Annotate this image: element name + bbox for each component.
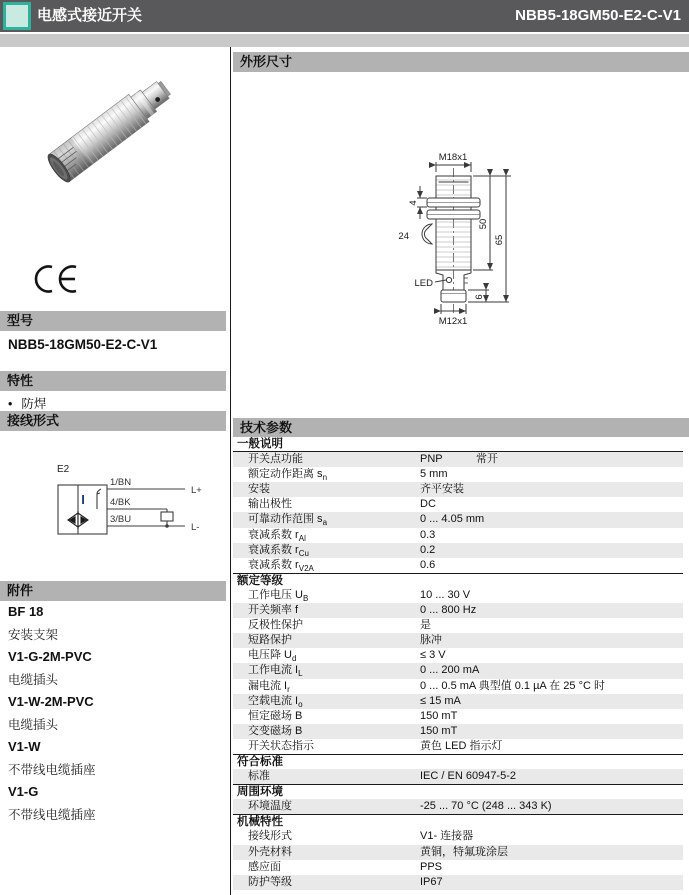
tech-section-header: 周围环境 — [233, 784, 683, 799]
tech-row-label: 感应面 — [248, 860, 281, 873]
tech-row — [233, 694, 683, 709]
brand-square-icon — [3, 2, 31, 30]
tech-row — [233, 799, 683, 814]
section-bar-features: 特性 — [0, 371, 226, 391]
dim-nut-label: 4 — [408, 200, 419, 206]
features-list — [8, 394, 46, 412]
tech-row — [233, 558, 683, 573]
tech-row — [233, 829, 683, 844]
tech-row-value: PPS — [420, 860, 443, 873]
tech-row — [233, 739, 683, 754]
tech-row — [233, 512, 683, 527]
tech-row-label: 环境温度 — [248, 800, 292, 813]
lplus-label: L+ — [191, 485, 202, 496]
section-bar-accessories: 附件 — [0, 581, 226, 601]
dimension-drawing — [233, 72, 689, 418]
column-divider — [230, 47, 231, 895]
tech-row-label: 空载电流 $I_o$ — [248, 694, 303, 709]
tech-table-body — [233, 437, 683, 890]
feature-item: • 防焊 — [8, 394, 46, 412]
tech-row-label: 开关频率 f — [248, 604, 299, 617]
tech-row-value: 脉冲 — [420, 634, 442, 647]
tech-section-header: 额定等级 — [233, 573, 683, 588]
tech-row-label: 交变磁场 B — [248, 724, 303, 737]
dim-total-length-label: 65 — [494, 234, 505, 246]
tech-row-label: 可靠动作范围 $s_a$ — [248, 513, 328, 528]
tech-row-value: 5 mm — [420, 468, 448, 481]
tech-row-value: DC — [420, 498, 436, 511]
accessory-model: V1-G — [8, 784, 39, 799]
tech-row — [233, 679, 683, 694]
dim-led-label: LED — [414, 278, 433, 289]
tech-row-label: 电压降 $U_d$ — [248, 649, 297, 664]
tech-row-value: ≤ 3 V — [420, 649, 446, 662]
dim-thread-top-label: M18x1 — [438, 152, 468, 163]
lminus-label: L- — [191, 522, 200, 533]
tech-row-label: 外壳材料 — [248, 845, 292, 858]
tech-row-value: V1- 连接器 — [420, 830, 474, 843]
tech-row-label: 衰减系数 $r_{V2A}$ — [248, 558, 314, 573]
tech-row-label: 额定动作距离 $s_n$ — [248, 468, 328, 483]
ce-mark-icon — [32, 264, 80, 294]
dim-connector-height-label: 6 — [474, 294, 485, 300]
tech-row-value: PNP 常开 — [420, 453, 498, 466]
tech-row-label: 工作电压 $U_B$ — [248, 588, 309, 604]
tech-row — [233, 648, 683, 663]
tech-row — [233, 452, 683, 467]
tech-row — [233, 860, 683, 875]
output-function-symbol: I — [81, 492, 85, 507]
wiring-diagram — [15, 442, 220, 584]
tech-row-value: 10 ... 30 V — [420, 588, 471, 601]
tech-row — [233, 633, 683, 648]
product-photo — [35, 66, 193, 198]
tech-row-label: 衰减系数 $r_{Cu}$ — [248, 543, 309, 558]
tech-row — [233, 709, 683, 724]
dim-body-length-label: 50 — [478, 218, 489, 230]
model-value: NBB5-18GM50-E2-C-V1 — [8, 337, 158, 352]
header-substrip — [0, 34, 689, 47]
accessory-model: V1-G-2M-PVC — [8, 649, 92, 664]
product-family-title: 电感式接近开关 — [37, 7, 143, 24]
tech-row-value: 齐平安装 — [420, 483, 464, 496]
tech-row-value: 0 ... 800 Hz — [420, 604, 477, 617]
tech-row-value: 0 ... 4.05 mm — [420, 513, 485, 526]
accessory-model: BF 18 — [8, 604, 44, 619]
tech-row — [233, 528, 683, 543]
accessory-desc: 不带线电缆插座 — [8, 807, 96, 822]
wire2-label: 4/BK — [110, 497, 131, 508]
tech-row-label: 工作电流 $I_L$ — [248, 664, 303, 679]
tech-row-label: 输出极性 — [248, 498, 292, 511]
tech-row — [233, 618, 683, 633]
tech-row-value: ≤ 15 mA — [420, 694, 461, 707]
tech-row-value: 150 mT — [420, 724, 458, 737]
tech-row-label: 恒定磁场 B — [248, 709, 303, 722]
wiring-diagram-label: E2 — [57, 464, 70, 475]
tech-row-value: 0 ... 0.5 mA 典型值 0.1 µA 在 25 °C 时 — [420, 679, 605, 692]
tech-row-label: 衰减系数 $r_{Al}$ — [248, 528, 306, 543]
tech-row-value: 0 ... 200 mA — [420, 664, 480, 677]
section-bar-dimensions: 外形尺寸 — [233, 52, 689, 72]
accessory-desc: 电缆插头 — [8, 672, 59, 687]
tech-row — [233, 845, 683, 860]
tech-row-value: 是 — [420, 619, 431, 632]
tech-row-value: 0.3 — [420, 528, 436, 541]
tech-row-label: 开关状态指示 — [248, 739, 314, 752]
section-bar-connection: 接线形式 — [0, 411, 226, 431]
tech-row — [233, 588, 683, 603]
dim-wrench-label: 24 — [398, 231, 409, 242]
tech-row-value: 黄铜，特氟珑涂层 — [420, 845, 508, 858]
tech-row-value: IEC / EN 60947-5-2 — [420, 770, 516, 783]
section-bar-model: 型号 — [0, 311, 226, 331]
accessories-list — [8, 601, 96, 826]
accessory-desc: 安装支架 — [8, 627, 59, 642]
tech-row — [233, 724, 683, 739]
tech-row — [233, 875, 683, 890]
tech-section-header: 一般说明 — [233, 437, 683, 452]
accessory-desc: 不带线电缆插座 — [8, 762, 96, 777]
tech-section-header: 符合标准 — [233, 754, 683, 769]
accessory-model: V1-W — [8, 739, 41, 754]
tech-row-label: 接线形式 — [248, 830, 292, 843]
tech-row-value: 黄色 LED 指示灯 — [420, 739, 503, 752]
tech-row — [233, 769, 683, 784]
tech-row-value: IP67 — [420, 875, 443, 888]
tech-row-label: 安装 — [248, 483, 270, 496]
tech-row — [233, 482, 683, 497]
tech-row-value: 0.6 — [420, 558, 436, 571]
tech-row-label: 开关点功能 — [248, 453, 303, 466]
tech-row-label: 防护等级 — [248, 875, 292, 888]
dim-thread-bottom-label: M12x1 — [438, 316, 468, 327]
accessory-desc: 电缆插头 — [8, 717, 59, 732]
tech-row-value: 150 mT — [420, 709, 458, 722]
tech-row-label: 标准 — [248, 770, 270, 783]
tech-section-header: 机械特性 — [233, 814, 683, 829]
tech-row-label: 短路保护 — [248, 634, 292, 647]
tech-row — [233, 543, 683, 558]
tech-row — [233, 663, 683, 678]
wire3-label: 3/BU — [110, 514, 132, 525]
tech-row — [233, 603, 683, 618]
page-header — [0, 0, 689, 32]
accessory-model: V1-W-2M-PVC — [8, 694, 94, 709]
tech-row-value: 0.2 — [420, 543, 436, 556]
part-number: NBB5-18GM50-E2-C-V1 — [515, 7, 681, 24]
tech-row-value: -25 ... 70 °C (248 ... 343 K) — [420, 800, 552, 813]
tech-row — [233, 467, 683, 482]
section-bar-tech: 技术参数 — [233, 418, 689, 437]
tech-row — [233, 497, 683, 512]
wire1-label: 1/BN — [110, 477, 132, 488]
tech-row-label: 反极性保护 — [248, 619, 303, 632]
tech-row-label: 漏电流 $I_r$ — [248, 679, 290, 694]
